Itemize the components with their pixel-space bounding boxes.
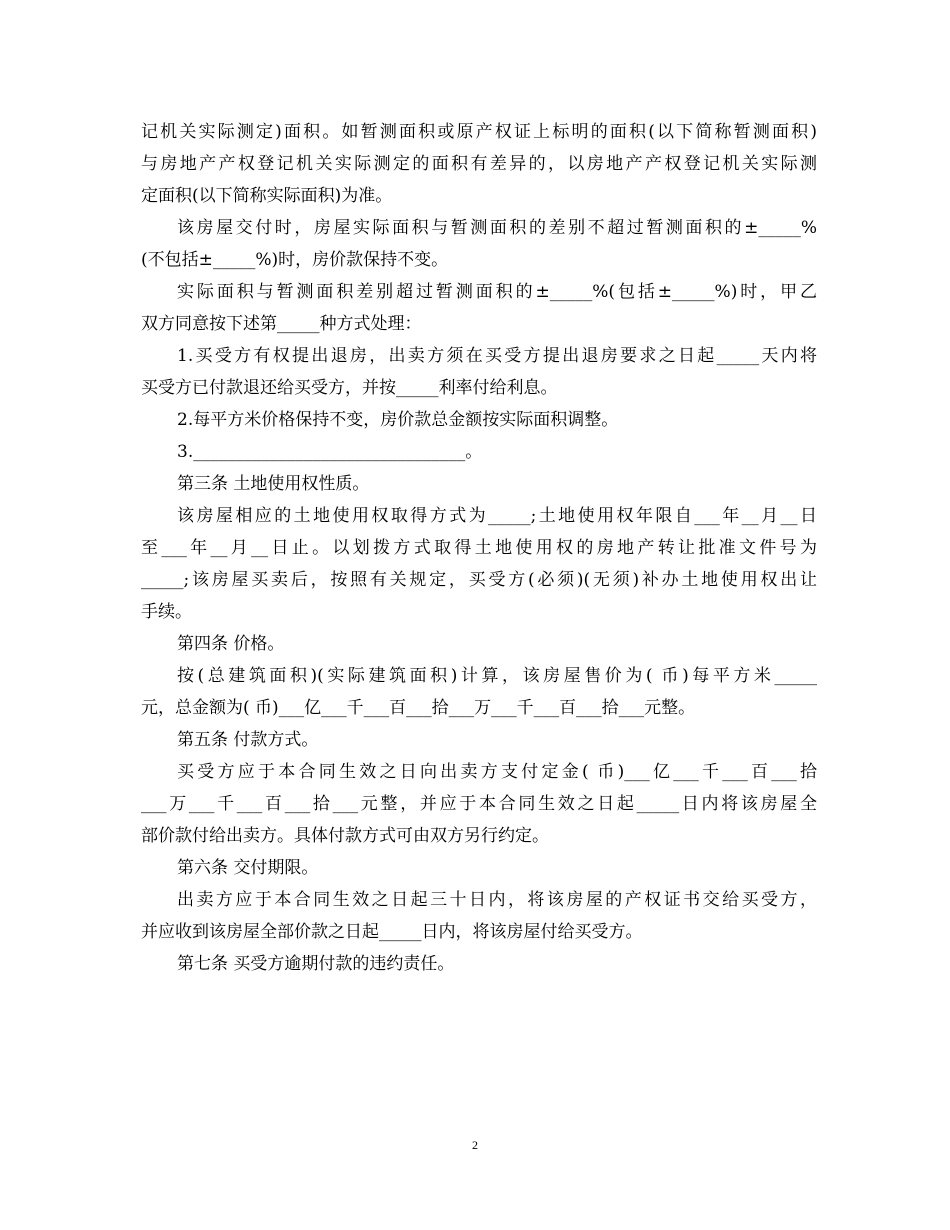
section-heading: 第七条 买受方逾期付款的违约责任。 (177, 954, 455, 974)
text-line: 买受方应于本合同生效之日向出卖方支付定金( 币)___亿___千___百___拾 (177, 762, 817, 782)
page-number: 2 (472, 1138, 478, 1152)
section-heading: 第五条 付款方式。 (177, 730, 319, 750)
text-line: 出卖方应于本合同生效之日起三十日内，将该房屋的产权证书交给买受方， (177, 890, 817, 910)
text-line: (不包括±_____%)时，房价款保持不变。 (141, 250, 449, 270)
text-line: 买受方已付款退还给买受方，并按_____利率付给利息。 (141, 378, 558, 398)
text-line: 实际面积与暂测面积差别超过暂测面积的±_____%(包括±_____%)时，甲乙 (177, 282, 817, 302)
text-line: 双方同意按下述第_____种方式处理： (141, 314, 422, 334)
text-line: ___万___千___百___拾___元整，并应于本合同生效之日起_____日内将该房屋全 (141, 794, 817, 814)
text-line: 部价款付给出卖方。具体付款方式可由双方另行约定。 (141, 826, 549, 846)
text-line: 与房地产产权登记机关实际测定的面积有差异的，以房地产产权登记机关实际测 (141, 154, 817, 174)
text-line: 按(总建筑面积)(实际建筑面积)计算，该房屋售价为( 币)每平方米_____ (177, 666, 817, 686)
section-heading: 第三条 土地使用权性质。 (177, 474, 370, 494)
text-line: 手续。 (141, 602, 192, 622)
text-line: _____;该房屋买卖后，按照有关规定，买受方(必须)(无须)补办土地使用权出让 (141, 570, 817, 590)
text-line: 并应收到该房屋全部价款之日起_____日内，将该房屋付给买受方。 (141, 922, 643, 942)
section-heading: 第六条 交付期限。 (177, 858, 319, 878)
text-line: 该房屋交付时，房屋实际面积与暂测面积的差别不超过暂测面积的±_____% (177, 218, 817, 238)
text-line: 2.每平方米价格保持不变，房价款总金额按实际面积调整。 (177, 410, 619, 430)
text-line: 3.________________________________。 (177, 442, 483, 462)
text-line: 元，总金额为( 币)___亿___千___百___拾___万___千___百___拾___元整。 (141, 698, 696, 718)
text-line: 至___年__月__日止。以划拨方式取得土地使用权的房地产转让批准文件号为 (141, 538, 817, 558)
text-line: 记机关实际测定)面积。如暂测面积或原产权证上标明的面积(以下简称暂测面积) (141, 122, 817, 142)
text-line: 该房屋相应的土地使用权取得方式为_____;土地使用权年限自___年__月__日 (177, 506, 817, 526)
text-line: 1.买受方有权提出退房，出卖方须在买受方提出退房要求之日起_____天内将 (177, 346, 817, 366)
document-body (141, 116, 817, 980)
text-line: 定面积(以下简称实际面积)为准。 (141, 186, 393, 206)
section-heading: 第四条 价格。 (177, 634, 285, 654)
